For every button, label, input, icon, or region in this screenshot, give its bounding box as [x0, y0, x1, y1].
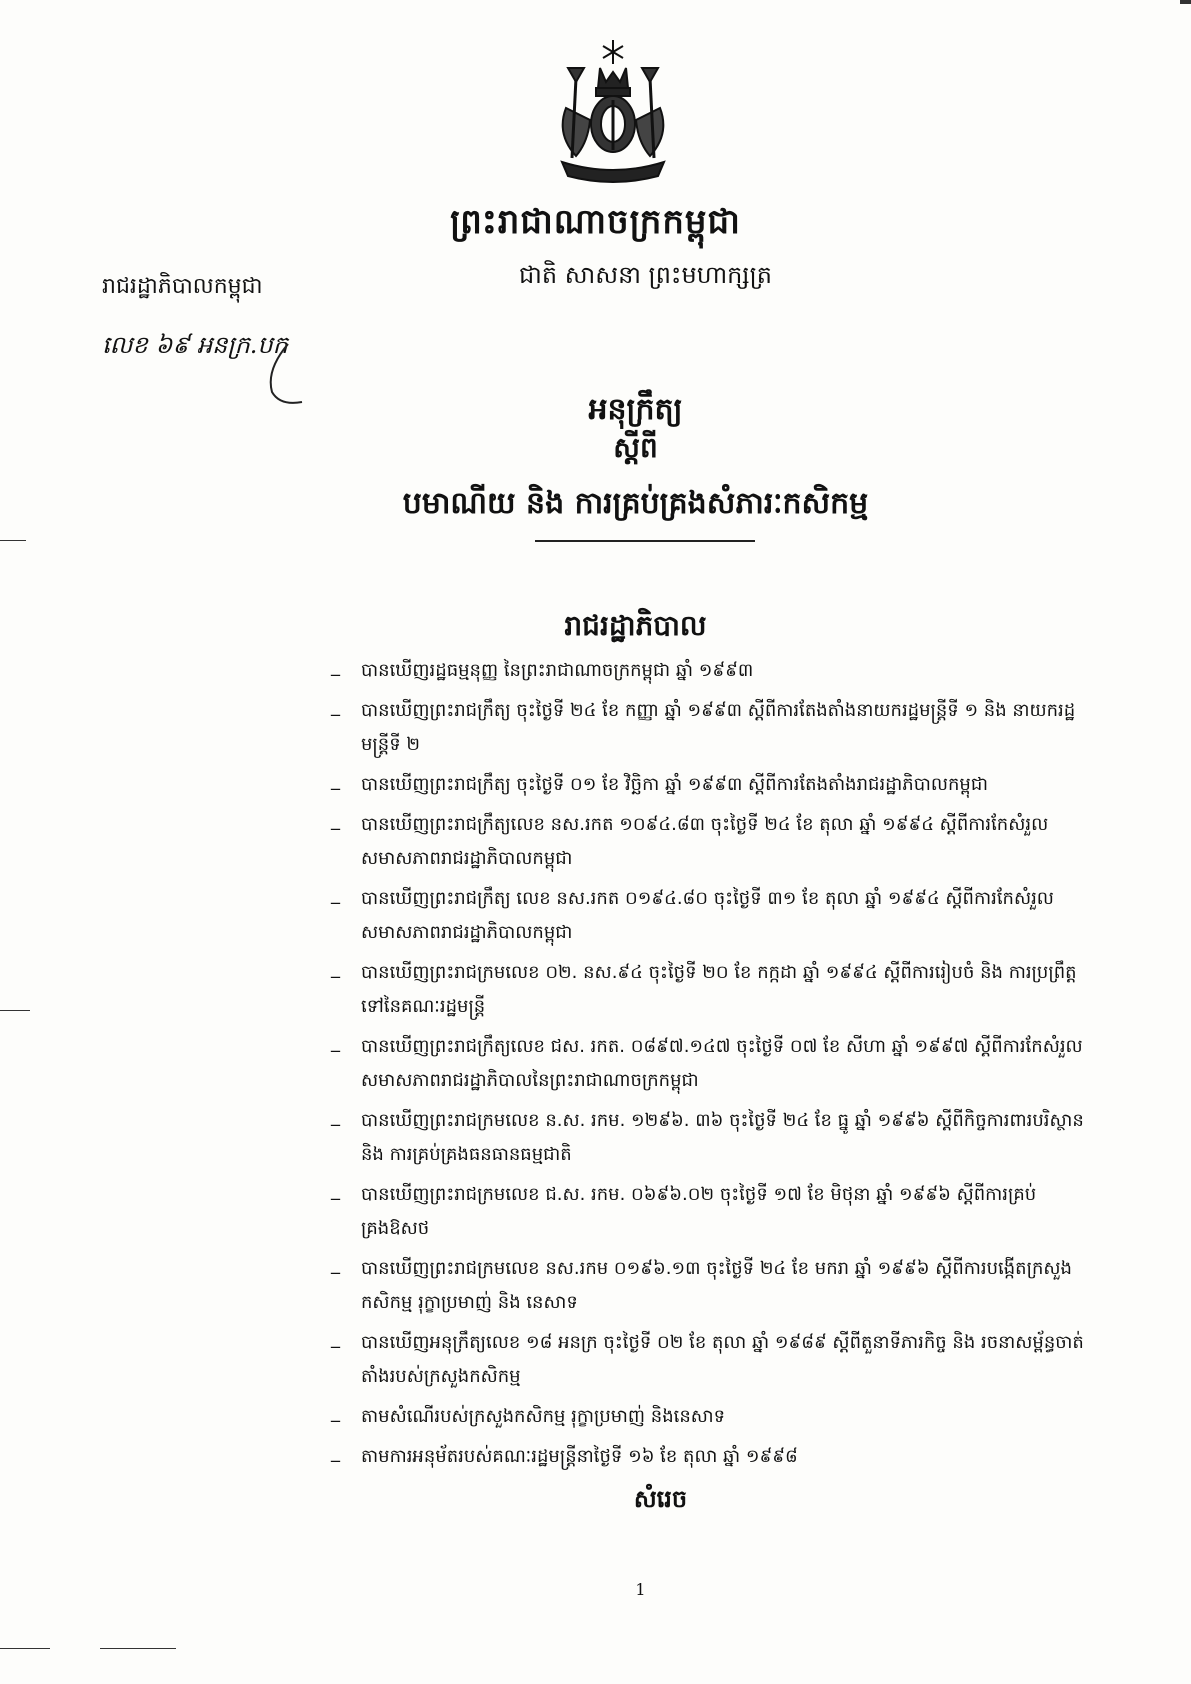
- body-heading: រាជរដ្ឋាភិបាល: [564, 609, 707, 642]
- consideration-item: _ បានឃើញព្រះរាជក្រមលេខ ជ.ស. រកម. ០៦៩៦.០២ ចុះថ្ងៃទី ១៧ ខែ មិថុនា ឆ្នាំ ១៩៩៦ ស្តីពីការគ្រប់គ្រងឱសថ: [345, 1178, 1085, 1246]
- document-subject: បមាណីយ និង ការគ្រប់គ្រងសំភារៈកសិកម្ម: [402, 486, 869, 521]
- page-number: 1: [635, 1580, 646, 1599]
- consideration-item: _ បានឃើញរដ្ឋធម្មនុញ្ញ នៃព្រះរាជាណាចក្រកម្ពុជា ឆ្នាំ ១៩៩៣: [345, 654, 1085, 688]
- kingdom-title: ព្រះរាជាណាចក្រកម្ពុជា: [450, 202, 741, 242]
- scan-edge-mark: [100, 1648, 176, 1649]
- consideration-item: _ បានឃើញព្រះរាជក្រឹត្យ លេខ នស.រកត ០១៩៤.៨០ ចុះថ្ងៃទី ៣១ ខែ តុលា ឆ្នាំ ១៩៩៤ ស្តីពីការកែសំរួលសមាសភាពរាជរដ្ឋាភិបាលកម្ពុជា: [345, 882, 1085, 950]
- decision-heading: សំរេច: [633, 1485, 688, 1513]
- scan-edge-mark: [1180, 0, 1191, 4]
- national-motto: ជាតិ សាសនា ព្រះមហាក្សត្រ: [519, 261, 772, 289]
- title-underline: [535, 540, 755, 542]
- scan-edge-mark: [0, 1648, 50, 1649]
- consideration-item: _ បានឃើញព្រះរាជក្រឹត្យលេខ នស.រកត ១០៩៤.៨៣ ចុះថ្ងៃទី ២៤ ខែ តុលា ឆ្នាំ ១៩៩៤ ស្តីពីការកែសំរួលសមាសភាពរាជរដ្ឋាភិបាលកម្ពុជា: [345, 808, 1085, 876]
- issuing-government: រាជរដ្ឋាភិបាលកម្ពុជា: [102, 274, 263, 299]
- scan-edge-mark: [0, 1010, 30, 1011]
- about-label: ស្តីពី: [613, 431, 658, 464]
- consideration-item: _ បានឃើញព្រះរាជក្រមលេខ ន.ស. រកម. ១២៩៦. ៣៦ ចុះថ្ងៃទី ២៤ ខែ ធ្នូ ឆ្នាំ ១៩៩៦ ស្តីពីកិច្ចការពារបរិស្ថាន និង ការគ្រប់គ្រងធនធានធម្មជាតិ: [345, 1104, 1085, 1172]
- consideration-item: _ បានឃើញអនុក្រឹត្យលេខ ១៨ អនក្រ ចុះថ្ងៃទី ០២ ខែ តុលា ឆ្នាំ ១៩៨៩ ស្តីពីតួនាទីភារកិច្ច និង រចនាសម្ព័ន្ធចាត់តាំងរបស់ក្រសួងកសិកម្ម: [345, 1326, 1085, 1394]
- reference-number: លេខ ៦៩ អនក្រ.បក: [102, 331, 288, 359]
- consideration-item: _ បានឃើញព្រះរាជក្រមលេខ ០២. នស.៩៤ ចុះថ្ងៃទី ២០ ខែ កក្កដា ឆ្នាំ ១៩៩៤ ស្តីពីការរៀបចំ និង ការប្រព្រឹត្តទៅនៃគណៈរដ្ឋមន្ត្រី: [345, 956, 1085, 1024]
- scan-edge-mark: [0, 540, 26, 541]
- consideration-item: _ តាមសំណើរបស់ក្រសួងកសិកម្ម រុក្ខាប្រមាញ់ និងនេសាទ: [345, 1400, 1085, 1434]
- royal-coat-of-arms-emblem: [548, 38, 678, 188]
- consideration-item: _ បានឃើញព្រះរាជក្រឹត្យលេខ ជស. រកត. ០៨៩៧.១៤៧ ចុះថ្ងៃទី ០៧ ខែ សីហា ឆ្នាំ ១៩៩៧ ស្តីពីការកែសំរួលសមាសភាពរាជរដ្ឋាភិបាលនៃព្រះរាជាណាចក្រកម្ពុជា: [345, 1030, 1085, 1098]
- considerations-list: [345, 654, 1085, 1480]
- document-type: អនុក្រឹត្យ: [588, 392, 683, 427]
- consideration-item: _ តាមការអនុម័តរបស់គណៈរដ្ឋមន្ត្រីនាថ្ងៃទី ១៦ ខែ តុលា ឆ្នាំ ១៩៩៨: [345, 1440, 1085, 1474]
- consideration-item: _ បានឃើញព្រះរាជក្រមលេខ នស.រកម ០១៩៦.១៣ ចុះថ្ងៃទី ២៤ ខែ មករា ឆ្នាំ ១៩៩៦ ស្តីពីការបង្កើតក្រសួងកសិកម្ម រុក្ខាប្រមាញ់ និង នេសាទ: [345, 1252, 1085, 1320]
- consideration-item: _ បានឃើញព្រះរាជក្រឹត្យ ចុះថ្ងៃទី ២៤ ខែ កញ្ញា ឆ្នាំ ១៩៩៣ ស្តីពីការតែងតាំងនាយករដ្ឋមន្ត្រីទី ១ និង នាយករដ្ឋមន្ត្រីទី ២: [345, 694, 1085, 762]
- consideration-item: _ បានឃើញព្រះរាជក្រឹត្យ ចុះថ្ងៃទី ០១ ខែ វិច្ឆិកា ឆ្នាំ ១៩៩៣ ស្តីពីការតែងតាំងរាជរដ្ឋាភិបាលកម្ពុជា: [345, 768, 1085, 802]
